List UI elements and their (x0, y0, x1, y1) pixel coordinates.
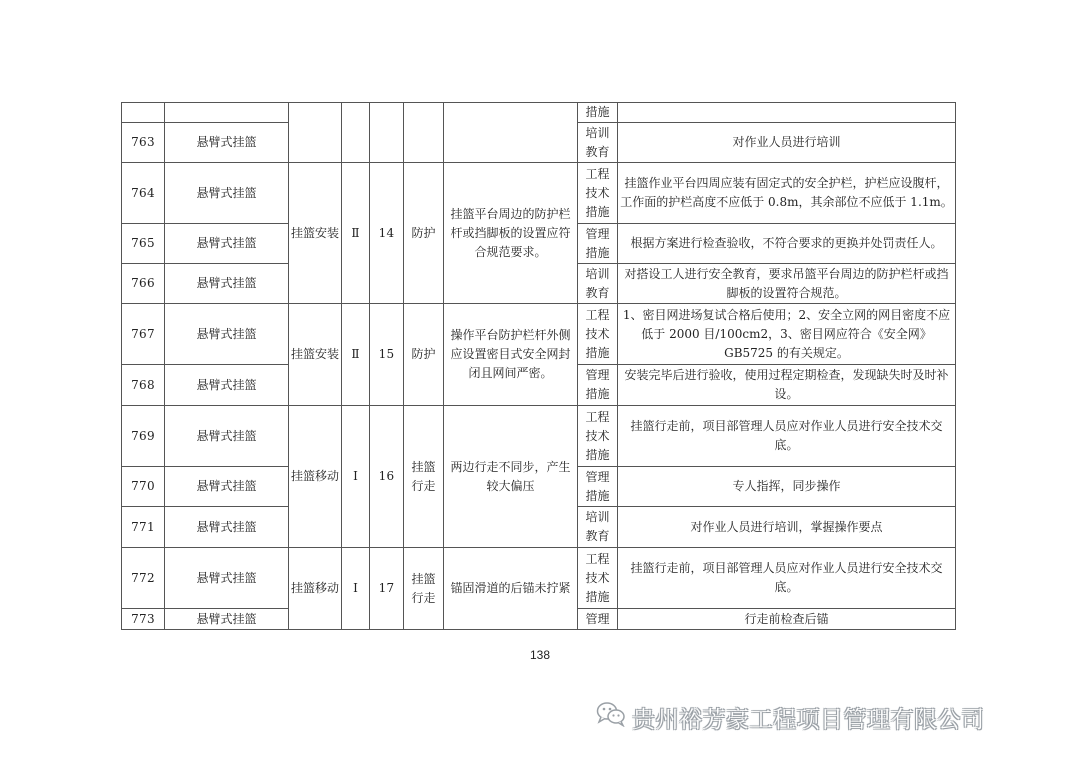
seq-cell: 14 (370, 163, 404, 304)
measure-type: 工程技术措施 (578, 406, 618, 467)
level-cell: Ⅱ (342, 163, 370, 304)
measure-content: 行走前检查后锚 (618, 609, 956, 630)
measure-type: 工程技术措施 (578, 548, 618, 609)
row-number: 765 (122, 224, 165, 264)
equipment-name: 悬臂式挂篮 (165, 123, 289, 163)
category-cell: 挂篮行走 (404, 548, 444, 630)
measure-content: 挂篮行走前，项目部管理人员应对作业人员进行安全技术交底。 (618, 548, 956, 609)
measure-content: 对搭设工人进行安全教育，要求吊篮平台周边的防护栏杆或挡脚板的设置符合规范。 (618, 264, 956, 304)
seq-cell: 15 (370, 304, 404, 406)
table-row (122, 163, 956, 224)
seq-cell (370, 103, 404, 163)
equipment-name: 悬臂式挂篮 (165, 467, 289, 507)
measure-content: 对作业人员进行培训，掌握操作要点 (618, 507, 956, 548)
measure-type: 管理措施 (578, 365, 618, 406)
row-number: 764 (122, 163, 165, 224)
stage-cell (289, 103, 342, 163)
hazard-cell: 挂篮平台周边的防护栏杆或挡脚板的设置应符合规范要求。 (444, 163, 578, 304)
stage-cell: 挂篮移动 (289, 406, 342, 548)
row-number: 766 (122, 264, 165, 304)
safety-measures-table (121, 102, 956, 630)
page-number: 138 (529, 648, 551, 662)
measure-content: 根据方案进行检查验收，不符合要求的更换并处罚责任人。 (618, 224, 956, 264)
measure-type: 培训教育 (578, 264, 618, 304)
level-cell: Ⅰ (342, 406, 370, 548)
measure-content: 1、密目网进场复试合格后使用；2、安全立网的网目密度不应低于 2000 目/100cm2，3、密目网应符合《安全网》GB5725 的有关规定。 (618, 304, 956, 365)
category-cell: 挂篮行走 (404, 406, 444, 548)
hazard-cell: 两边行走不同步，产生较大偏压 (444, 406, 578, 548)
equipment-name: 悬臂式挂篮 (165, 406, 289, 467)
equipment-name: 悬臂式挂篮 (165, 507, 289, 548)
measure-type: 工程技术措施 (578, 163, 618, 224)
measure-content: 安装完毕后进行验收，使用过程定期检查，发现缺失时及时补设。 (618, 365, 956, 406)
row-number: 770 (122, 467, 165, 507)
table-row (122, 406, 956, 467)
watermark (596, 700, 985, 734)
row-number: 768 (122, 365, 165, 406)
equipment-name: 悬臂式挂篮 (165, 224, 289, 264)
wechat-icon (596, 701, 632, 733)
equipment-name: 悬臂式挂篮 (165, 365, 289, 406)
measure-content (618, 103, 956, 123)
level-cell (342, 103, 370, 163)
row-number: 769 (122, 406, 165, 467)
equipment-name: 悬臂式挂篮 (165, 304, 289, 365)
row-number: 771 (122, 507, 165, 548)
hazard-cell: 锚固滑道的后锚未拧紧 (444, 548, 578, 630)
row-number: 773 (122, 609, 165, 630)
category-cell: 防护 (404, 163, 444, 304)
stage-cell: 挂篮安装 (289, 163, 342, 304)
measure-type: 措施 (578, 103, 618, 123)
equipment-name: 悬臂式挂篮 (165, 264, 289, 304)
hazard-cell: 操作平台防护栏杆外侧应设置密目式安全网封闭且网间严密。 (444, 304, 578, 406)
category-cell (404, 103, 444, 163)
measure-content: 挂篮行走前，项目部管理人员应对作业人员进行安全技术交底。 (618, 406, 956, 467)
row-number (122, 103, 165, 123)
level-cell: Ⅰ (342, 548, 370, 630)
measure-content: 对作业人员进行培训 (618, 123, 956, 163)
hazard-cell (444, 103, 578, 163)
stage-cell: 挂篮安装 (289, 304, 342, 406)
table-row (122, 304, 956, 365)
measure-type: 管理措施 (578, 467, 618, 507)
row-number: 772 (122, 548, 165, 609)
row-number: 767 (122, 304, 165, 365)
watermark-text: 贵州裕芳豪工程项目管理有限公司 (632, 706, 985, 733)
measure-type: 管理措施 (578, 224, 618, 264)
level-cell: Ⅱ (342, 304, 370, 406)
measure-type: 工程技术措施 (578, 304, 618, 365)
seq-cell: 17 (370, 548, 404, 630)
table-row (122, 548, 956, 609)
table-row (122, 103, 956, 123)
measure-type: 培训教育 (578, 507, 618, 548)
equipment-name: 悬臂式挂篮 (165, 548, 289, 609)
measure-content: 专人指挥，同步操作 (618, 467, 956, 507)
equipment-name: 悬臂式挂篮 (165, 609, 289, 630)
seq-cell: 16 (370, 406, 404, 548)
measure-type: 培训教育 (578, 123, 618, 163)
measure-type: 管理 (578, 609, 618, 630)
category-cell: 防护 (404, 304, 444, 406)
measure-content: 挂篮作业平台四周应装有固定式的安全护栏，护栏应设腹杆，工作面的护栏高度不应低于 0.8m，其余部位不应低于 1.1m。 (618, 163, 956, 224)
equipment-name: 悬臂式挂篮 (165, 163, 289, 224)
stage-cell: 挂篮移动 (289, 548, 342, 630)
row-number: 763 (122, 123, 165, 163)
equipment-name (165, 103, 289, 123)
